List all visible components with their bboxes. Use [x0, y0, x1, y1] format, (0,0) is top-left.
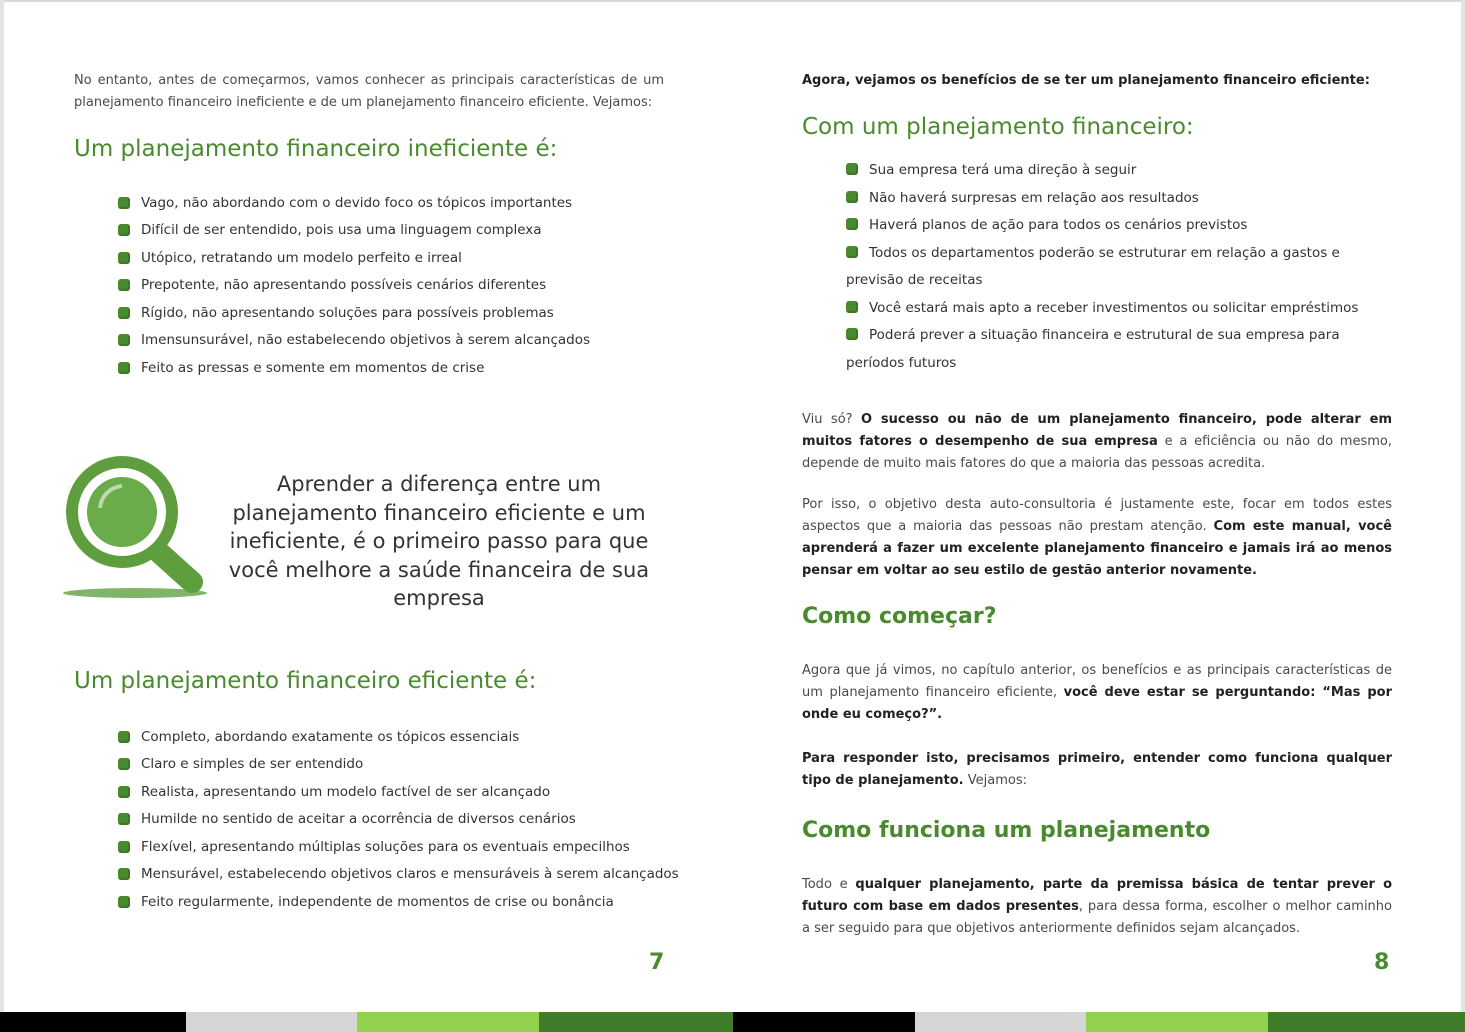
- bullet-icon: [846, 328, 858, 340]
- paragraph-viu-so: Viu só? O sucesso ou não de um planejamento financeiro, pode alterar em muitos fatores o desempenho de sua empresa e a eficiência ou não do mesmo, depende de muito mais fatores do que a maioria das pessoas acredita.: [802, 412, 1392, 471]
- list-item: Humilde no sentido de aceitar a ocorrência de diversos cenários: [118, 806, 679, 834]
- bottom-color-bar: [0, 1012, 1465, 1032]
- page-number-right: 8: [1374, 950, 1390, 975]
- eficiente-list: [118, 723, 679, 916]
- bullet-icon: [846, 218, 858, 230]
- bullet-icon: [118, 896, 130, 908]
- bar-segment-black: [0, 1012, 186, 1032]
- list-item: Poderá prever a situação financeira e estrutural de sua empresa para períodos futuros: [846, 327, 1340, 371]
- list-item: Vago, não abordando com o devido foco os tópicos importantes: [118, 189, 590, 217]
- bullet-icon: [118, 786, 130, 798]
- magnifying-glass-icon: [60, 448, 212, 604]
- paragraph-por-isso: Por isso, o objetivo desta auto-consultoria é justamente este, focar em todos estes aspectos que a maioria das pessoas não prestam atenção. Com este manual, você aprenderá a fazer um excelente planejamento financeiro e jamais irá ao menos pensar em voltar ao seu estilo de gestão anterior novamente.: [802, 497, 1392, 578]
- heading-como-funciona: Como funciona um planejamento: [802, 818, 1211, 843]
- bullet-icon: [846, 163, 858, 175]
- paragraph-todo-e: Todo e qualquer planejamento, parte da premissa básica de tentar prever o futuro com base em dados presentes, para dessa forma, escolher o melhor caminho a ser seguido para que objetivos anteriormente definidos sejam alcançados.: [802, 877, 1393, 936]
- list-item: Sua empresa terá uma direção à seguir: [846, 157, 1391, 185]
- list-item: Imensunsurável, não estabelecendo objetivos à serem alcançados: [118, 327, 590, 355]
- bullet-icon: [846, 301, 858, 313]
- page-right: [732, 0, 1461, 1012]
- list-item: Você estará mais apto a receber investimentos ou solicitar empréstimos: [846, 295, 1391, 323]
- heading-como-comecar: Como começar?: [802, 604, 997, 629]
- bullet-icon: [118, 307, 130, 319]
- bar-segment-light-green: [357, 1012, 539, 1032]
- bullet-icon: [118, 813, 130, 825]
- list-item: Flexível, apresentando múltiplas soluções para os eventuais empecilhos: [118, 833, 679, 861]
- heading-eficiente: Um planejamento financeiro eficiente é:: [74, 668, 537, 694]
- list-item: Completo, abordando exatamente os tópicos essenciais: [118, 723, 679, 751]
- list-item: Realista, apresentando um modelo factível de ser alcançado: [118, 778, 679, 806]
- bullet-icon: [118, 362, 130, 374]
- paragraph-para-responder: Para responder isto, precisamos primeiro, entender como funciona qualquer tipo de planejamento. Vejamos:: [802, 751, 1392, 788]
- intro-paragraph: No entanto, antes de começarmos, vamos conhecer as principais características de um planejamento financeiro ineficiente e de um planejamento financeiro eficiente. Vejamos:: [74, 73, 664, 110]
- list-item: Todos os departamentos poderão se estruturar em relação a gastos e previsão de receitas: [846, 244, 1340, 288]
- heading-com-planejamento: Com um planejamento financeiro:: [802, 114, 1194, 140]
- bar-segment-light-green: [1086, 1012, 1268, 1032]
- bar-segment-gray: [186, 1012, 357, 1032]
- highlight-quote: Aprender a diferença entre um planejamento financeiro eficiente e um ineficiente, é o primeiro passo para que você melhore a saúde financeira de sua empresa: [228, 472, 650, 610]
- bullet-icon: [118, 252, 130, 264]
- list-item: Rígido, não apresentando soluções para possíveis problemas: [118, 299, 590, 327]
- list-item: Haverá planos de ação para todos os cenários previstos: [846, 212, 1391, 240]
- benefits-list: [846, 157, 1391, 377]
- ineficiente-list: [118, 189, 590, 382]
- bullet-icon: [846, 191, 858, 203]
- list-item: Não haverá surpresas em relação aos resultados: [846, 185, 1391, 213]
- list-item: Feito as pressas e somente em momentos de crise: [118, 354, 590, 382]
- list-item: Mensurável, estabelecendo objetivos claros e mensuráveis à serem alcançados: [118, 861, 679, 889]
- bullet-icon: [118, 731, 130, 743]
- list-item: Prepotente, não apresentando possíveis cenários diferentes: [118, 272, 590, 300]
- page-number-left: 7: [649, 950, 665, 975]
- paragraph-agora-que: Agora que já vimos, no capítulo anterior, os benefícios e as principais características de um planejamento financeiro eficiente, você deve estar se perguntando: “Mas por onde eu começo?”.: [802, 663, 1393, 722]
- list-item: Utópico, retratando um modelo perfeito e irreal: [118, 244, 590, 272]
- bar-segment-dark-green: [539, 1012, 733, 1032]
- bullet-icon: [846, 246, 858, 258]
- bar-segment-black: [733, 1012, 915, 1032]
- bullet-icon: [118, 334, 130, 346]
- bullet-icon: [118, 758, 130, 770]
- list-item: Feito regularmente, independente de momentos de crise ou bonância: [118, 888, 679, 916]
- list-item: Claro e simples de ser entendido: [118, 751, 679, 779]
- bullet-icon: [118, 868, 130, 880]
- bullet-icon: [118, 841, 130, 853]
- bullet-icon: [118, 279, 130, 291]
- bar-segment-gray: [915, 1012, 1086, 1032]
- heading-ineficiente: Um planejamento financeiro ineficiente é:: [74, 136, 558, 162]
- page-left: [4, 0, 732, 1012]
- page-right-border: [1461, 0, 1465, 1032]
- list-item: Difícil de ser entendido, pois usa uma linguagem complexa: [118, 217, 590, 245]
- bullet-icon: [118, 197, 130, 209]
- bar-segment-dark-green: [1268, 1012, 1465, 1032]
- bullet-icon: [118, 224, 130, 236]
- benefits-intro: Agora, vejamos os benefícios de se ter um planejamento financeiro eficiente:: [802, 73, 1370, 88]
